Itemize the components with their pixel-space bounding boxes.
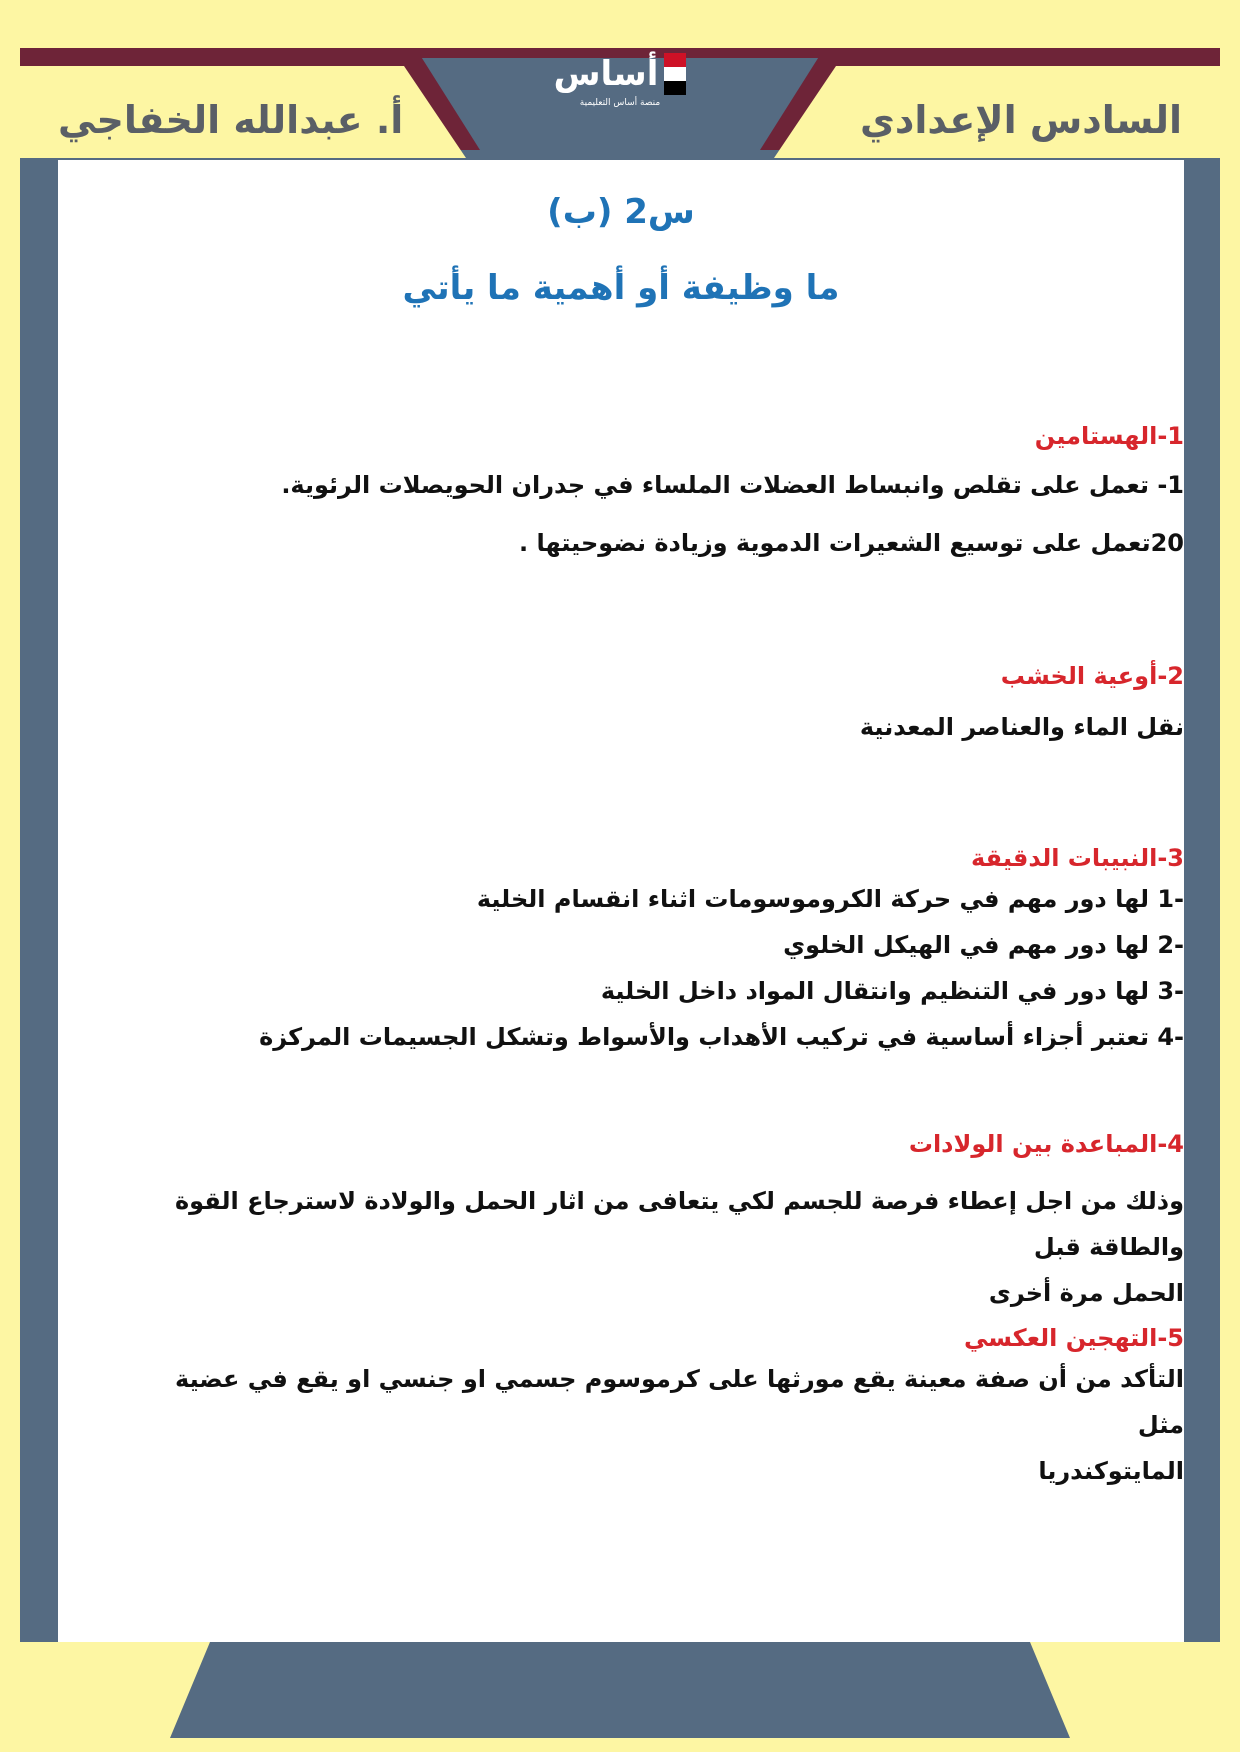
- section-line: -2 لها دور مهم في الهيكل الخلوي: [783, 931, 1184, 959]
- section-heading: 2-أوعية الخشب: [1000, 662, 1184, 690]
- iraq-flag-icon: [664, 53, 686, 95]
- section-line: وذلك من اجل إعطاء فرصة للجسم لكي يتعافى من اثار الحمل والولادة لاسترجاع القوة والطاقة قبل: [174, 1187, 1184, 1261]
- section-line: 20تعمل على توسيع الشعيرات الدموية وزيادة نضوحيتها .: [519, 529, 1184, 557]
- section-line: الحمل مرة أخرى: [988, 1279, 1184, 1307]
- question-prompt: ما وظيفة أو أهمية ما يأتي: [402, 268, 840, 308]
- footer-shapes: [0, 1620, 1240, 1752]
- section-line: -4 تعتبر أجزاء أساسية في تركيب الأهداب والأسواط وتشكل الجسيمات المركزة: [259, 1023, 1184, 1051]
- content-area: [58, 160, 1184, 1642]
- section-heading: 4-المباعدة بين الولادات: [908, 1130, 1184, 1158]
- section-heading: 5-التهجين العكسي: [963, 1324, 1184, 1352]
- right-footer-panel: [1030, 1642, 1220, 1738]
- section-heading: 1-الهستامين: [1034, 422, 1184, 450]
- section-line: المايتوكندريا: [1038, 1457, 1184, 1485]
- section-line: نقل الماء والعناصر المعدنية: [859, 713, 1184, 741]
- question-number: س2 (ب): [547, 192, 695, 232]
- section-microtubules: [124, 840, 1184, 1060]
- logo-mark: [554, 52, 687, 96]
- logo-subtitle: منصة أساس التعليمية: [579, 98, 661, 108]
- section-birth-spacing: [124, 1126, 1184, 1316]
- section-line: 1- تعمل على تقلص وانبساط العضلات الملساء في جدران الحويصلات الرئوية.: [281, 471, 1184, 499]
- section-heading: 3-النبيبات الدقيقة: [970, 844, 1184, 872]
- teacher-name: أ. عبدالله الخفاجي: [58, 98, 404, 142]
- grade-title: السادس الإعدادي: [860, 98, 1182, 142]
- platform-logo: [545, 48, 695, 130]
- section-line: -1 لها دور مهم في حركة الكروموسومات اثناء انقسام الخلية: [476, 885, 1184, 913]
- section-line: -3 لها دور في التنظيم وانتقال المواد داخل الخلية: [600, 977, 1184, 1005]
- logo-text: أساس: [553, 54, 659, 94]
- section-xylem: [124, 658, 1184, 750]
- section-histamine: [124, 418, 1184, 566]
- left-footer-panel: [20, 1642, 210, 1738]
- section-backcross: [124, 1320, 1184, 1494]
- section-line: التأكد من أن صفة معينة يقع مورثها على كرموسوم جسمي او جنسي او يقع في عضية مثل: [175, 1365, 1184, 1439]
